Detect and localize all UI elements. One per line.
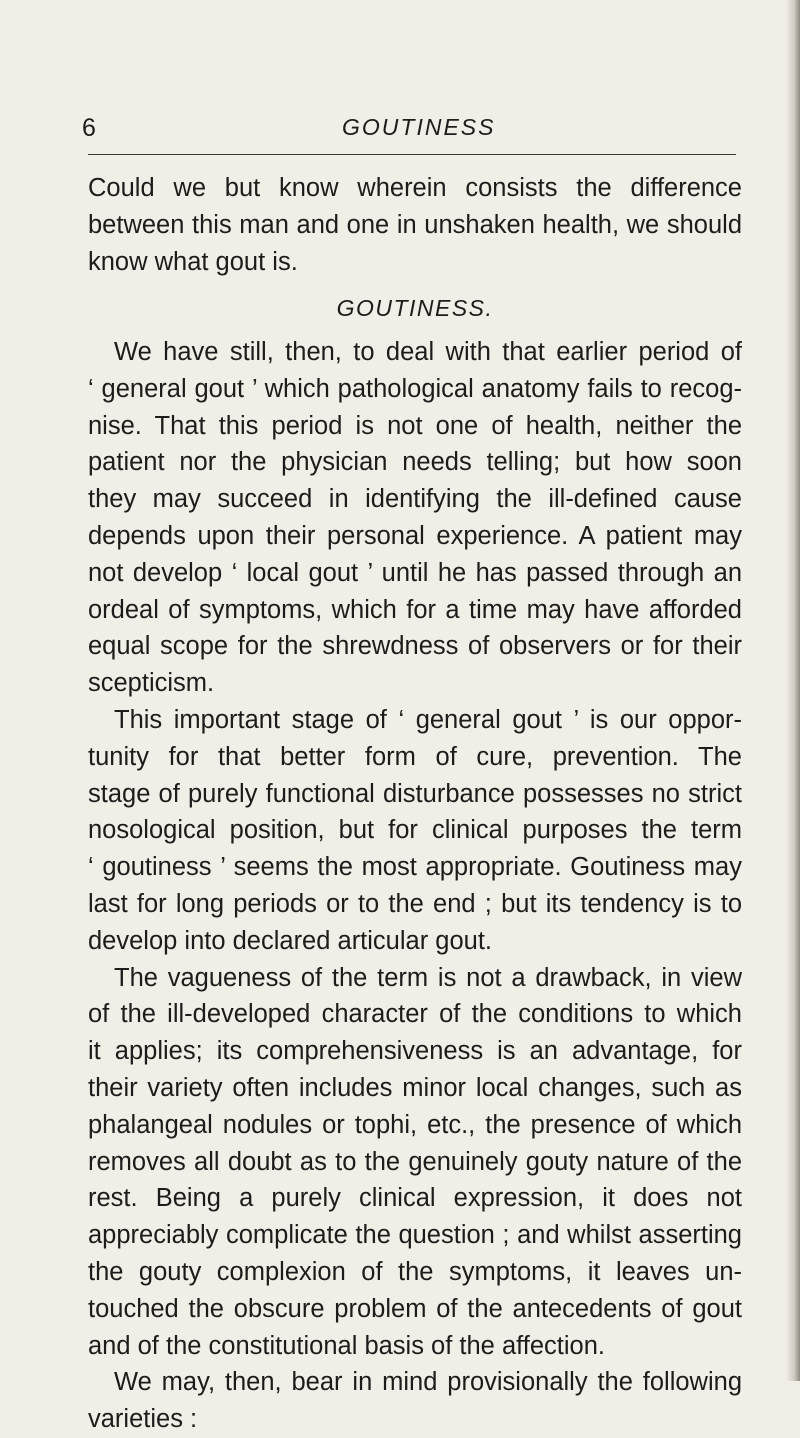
text-line: not develop ‘ local gout ’ until he has passed through an: [88, 558, 742, 587]
text-line: nise. That this period is not one of health, neither the: [88, 411, 742, 440]
text-line: tunity for that better form of cure, prevention. The: [88, 742, 742, 771]
text-line: ordeal of symptoms, which for a time may have afforded: [88, 595, 742, 624]
text-line: rest. Being a purely clinical expression, it does not: [88, 1184, 742, 1213]
text-line: touched the obscure problem of the antecedents of gout: [88, 1294, 742, 1323]
text-line: The vagueness of the term is not a drawback, in view: [114, 963, 742, 992]
text-line: We have still, then, to deal with that earlier period of: [114, 338, 742, 366]
text-line: develop into declared articular gout.: [88, 926, 493, 955]
text-line: phalangeal nodules or tophi, etc., the presence of which: [88, 1110, 742, 1139]
text-line: This important stage of ‘ general gout ’ is our oppor-: [114, 705, 742, 734]
text-line: stage of purely functional disturbance possesses no strict: [88, 779, 742, 808]
text-line: and of the constitutional basis of the affection.: [88, 1331, 605, 1360]
text-line: the gouty complexion of the symptoms, it leaves un-: [88, 1257, 742, 1286]
section-heading: GOUTINESS.: [336, 295, 494, 321]
page-number: 6: [82, 114, 96, 142]
page-header: [82, 110, 738, 150]
text-line: it applies; its comprehensiveness is an advantage, for: [88, 1037, 742, 1066]
text-line: patient nor the physician needs telling; but how soon: [88, 448, 742, 477]
text-line: ‘ general gout ’ which pathological anatomy fails to recog-: [88, 374, 742, 403]
text-line: they may succeed in identifying the ill-defined cause: [88, 485, 742, 514]
text-line: depends upon their personal experience. A patient may: [88, 521, 742, 550]
text-line: Could we but know wherein consists the difference: [88, 174, 742, 202]
text-line: last for long periods or to the end ; but its tendency is to: [88, 889, 742, 918]
text-line: ‘ goutiness ’ seems the most appropriate. Goutiness may: [88, 853, 742, 882]
text-line: varieties :: [88, 1405, 198, 1434]
text-line: scepticism.: [88, 669, 215, 698]
running-head: GOUTINESS: [342, 114, 496, 140]
header-rule: [88, 154, 736, 155]
text-line: removes all doubt as to the genuinely gouty nature of the: [88, 1147, 742, 1176]
text-line: We may, then, bear in mind provisionally the following: [114, 1368, 742, 1397]
text-line: between this man and one in unshaken health, we should: [88, 210, 742, 239]
text-line: nosological position, but for clinical purposes the term: [88, 816, 742, 845]
section-body: [88, 334, 742, 1438]
text-line: appreciably complicate the question ; and whilst asserting: [88, 1221, 742, 1250]
intro-paragraph: [88, 170, 742, 280]
text-line: of the ill-developed character of the conditions to which: [88, 1000, 742, 1029]
text-line: equal scope for the shrewdness of observers or for their: [88, 632, 742, 661]
text-line: their variety often includes minor local changes, such as: [88, 1073, 742, 1102]
page-edge-shadow: [786, 0, 800, 1381]
text-line: know what gout is.: [88, 247, 298, 276]
